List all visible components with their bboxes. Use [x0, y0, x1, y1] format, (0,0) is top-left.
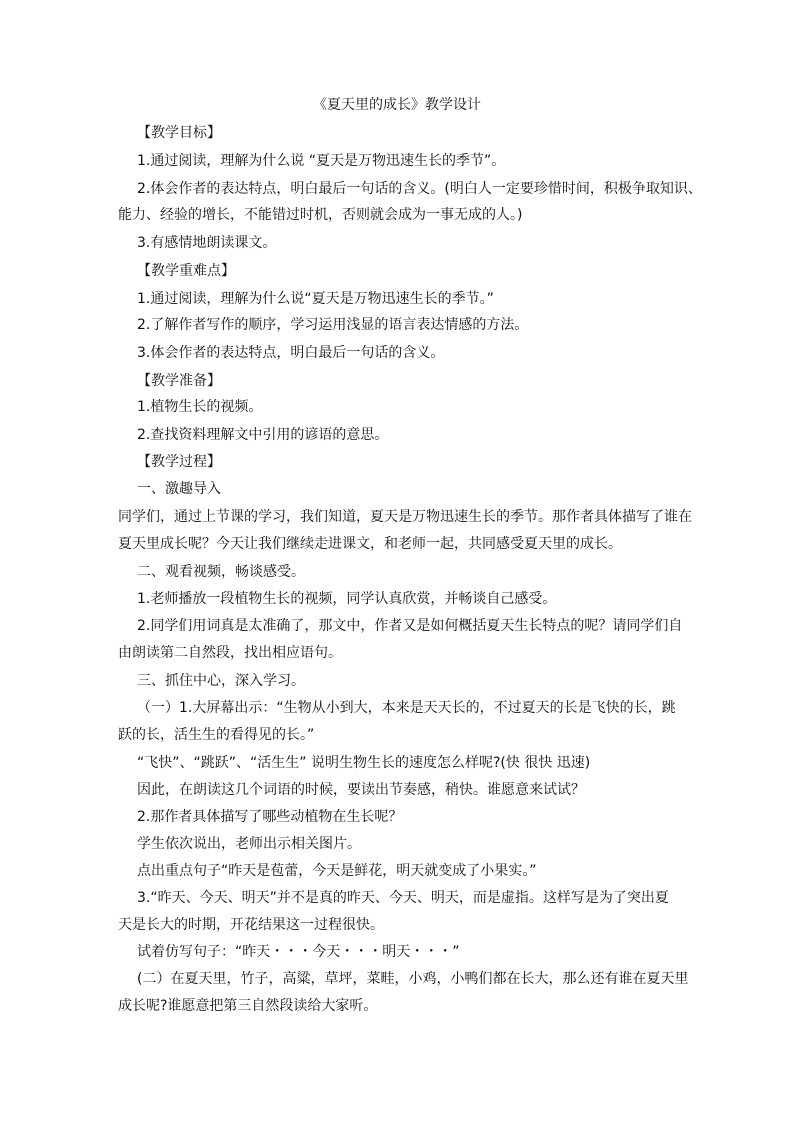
text-line: 由朗读第二自然段，找出相应语句。 — [118, 645, 342, 661]
section-heading-key-points: 【教学重难点】 — [137, 263, 235, 279]
text-line: 夏天里成长呢？今天让我们继续走进课文，和老师一起，共同感受夏天里的成长。 — [118, 536, 622, 552]
document-title: 《夏天里的成长》教学设计 — [313, 97, 481, 113]
text-line: 2.体会作者的表达特点，明白最后一句话的含义。(明白人一定要珍惜时间，积极争取知识、 — [137, 181, 702, 197]
section-heading-objectives: 【教学目标】 — [137, 125, 221, 141]
text-line: 试着仿写句子：“昨天・・・今天・・・明天・・・” — [137, 944, 460, 960]
text-line: 三、抓住中心，深入学习。 — [137, 673, 305, 689]
text-line: 天是长大的时期，开花结果这一过程很快。 — [118, 917, 384, 933]
text-line: 因此，在朗读这几个词语的时候，要读出节奏感，稍快。谁愿意来试试？ — [137, 782, 585, 798]
text-line: 1.通过阅读，理解为什么说 “夏天是万物迅速生长的季节”。 — [137, 153, 506, 169]
text-line: 3.体会作者的表达特点，明白最后一句话的含义。 — [137, 345, 445, 361]
text-line: 3.有感情地朗读课文。 — [137, 235, 277, 251]
text-line: 3.“昨天、今天、明天”并不是真的昨天、今天、明天，而是虚指。这样写是为了突出夏 — [137, 890, 669, 906]
text-line: 1.通过阅读，理解为什么说“夏天是万物迅速生长的季节。” — [137, 291, 494, 307]
text-line: 一、激趣导入 — [137, 481, 221, 497]
text-line: 2.查找资料理解文中引用的谚语的意思。 — [137, 427, 389, 443]
text-line: （一）1.大屏幕出示：“生物从小到大，本来是天天长的，不过夏天的长是飞快的长，跳 — [137, 700, 676, 716]
text-line: 同学们，通过上节课的学习，我们知道，夏天是万物迅速生长的季节。那作者具体描写了谁在 — [118, 509, 692, 525]
text-line: 2.了解作者写作的顺序，学习运用浅显的语言表达情感的方法。 — [137, 317, 529, 333]
text-line: 1.老师播放一段植物生长的视频，同学认真欣赏，并畅谈自己感受。 — [137, 591, 557, 607]
text-line: 能力、经验的增长，不能错过时机，否则就会成为一事无成的人。) — [118, 207, 523, 223]
text-line: 二、观看视频，畅谈感受。 — [137, 564, 305, 580]
text-line: 1.植物生长的视频。 — [137, 399, 263, 415]
text-line: 2.那作者具体描写了哪些动植物在生长呢？ — [137, 809, 403, 825]
text-line: 点出重点句子“昨天是苞蕾，今天是鲜花，明天就变成了小果实。” — [137, 863, 537, 879]
text-line: 跃的长，活生生的看得见的长。” — [118, 727, 315, 743]
text-line: 2.同学们用词真是太准确了，那文中，作者又是如何概括夏天生长特点的呢？请同学们自 — [137, 618, 683, 634]
text-line: 成长呢?谁愿意把第三自然段读给大家听。 — [118, 998, 378, 1014]
section-heading-process: 【教学过程】 — [137, 454, 221, 470]
text-line: 学生依次说出，老师出示相关图片。 — [137, 836, 361, 852]
section-heading-preparation: 【教学准备】 — [137, 373, 221, 389]
text-line: (二）在夏天里，竹子，高粱，草坪，菜畦，小鸡，小鸭们都在长大，那么还有谁在夏天里 — [137, 971, 689, 987]
text-line: “飞快”、“跳跃”、“活生生” 说明生物生长的速度怎么样呢?(快 很快 迅速) — [137, 755, 591, 771]
